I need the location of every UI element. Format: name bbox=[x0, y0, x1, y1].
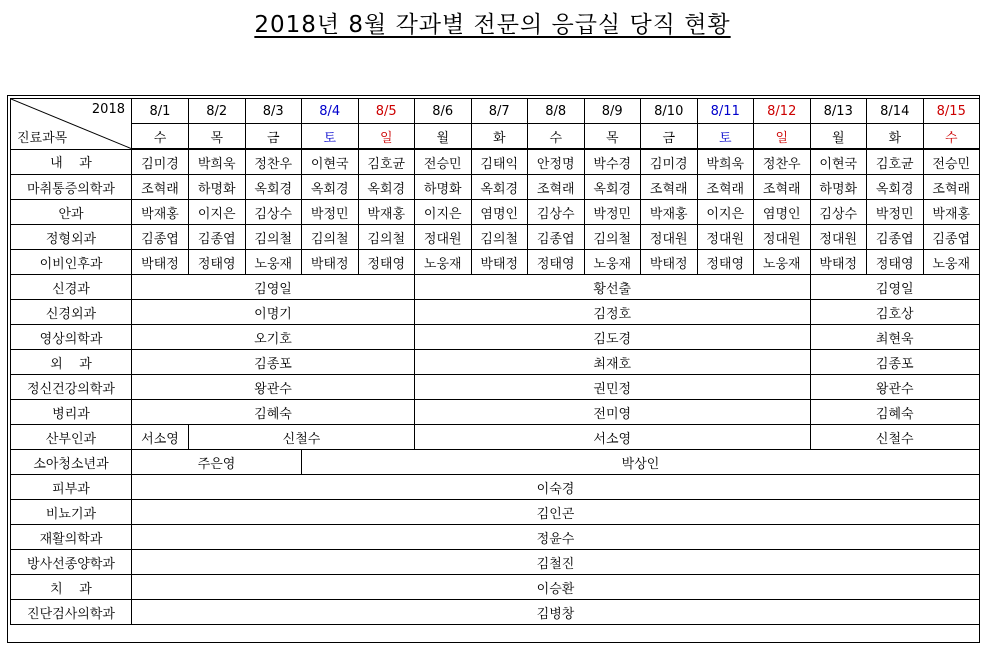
date-header: 8/14 bbox=[867, 99, 924, 124]
title-text: 2018년 8월 각과별 전문의 응급실 당직 현황 bbox=[254, 12, 731, 38]
doctor-cell: 김의철 bbox=[245, 225, 302, 250]
doctor-cell: 정대원 bbox=[754, 225, 811, 250]
doctor-cell: 노웅재 bbox=[245, 250, 302, 275]
department-cell: 비뇨기과 bbox=[11, 500, 132, 525]
table-row bbox=[11, 450, 980, 475]
header-date-row bbox=[11, 99, 980, 124]
doctor-cell: 박태정 bbox=[302, 250, 359, 275]
doctor-cell: 정대원 bbox=[697, 225, 754, 250]
department-cell: 신경외과 bbox=[11, 300, 132, 325]
dept-header-label: 진료과목 bbox=[17, 130, 68, 146]
doctor-cell: 김도경 bbox=[415, 325, 811, 350]
weekday-header: 토 bbox=[302, 124, 359, 150]
doctor-cell: 오기호 bbox=[132, 325, 415, 350]
date-header: 8/12 bbox=[754, 99, 811, 124]
doctor-cell: 박정민 bbox=[302, 200, 359, 225]
doctor-cell: 이지은 bbox=[697, 200, 754, 225]
doctor-cell: 노웅재 bbox=[415, 250, 472, 275]
doctor-cell: 염명인 bbox=[471, 200, 528, 225]
weekday-header: 토 bbox=[697, 124, 754, 150]
table-row bbox=[11, 475, 980, 500]
date-header: 8/1 bbox=[132, 99, 189, 124]
doctor-cell: 이숙경 bbox=[132, 475, 980, 500]
doctor-cell: 전승민 bbox=[415, 149, 472, 175]
doctor-cell: 이현국 bbox=[302, 149, 359, 175]
table-row bbox=[11, 200, 980, 225]
weekday-header: 수 bbox=[132, 124, 189, 150]
doctor-cell: 김종엽 bbox=[923, 225, 980, 250]
table-row bbox=[11, 325, 980, 350]
table-row bbox=[11, 575, 980, 600]
table-row bbox=[11, 275, 980, 300]
department-cell: 진단검사의학과 bbox=[11, 600, 132, 625]
page-title bbox=[0, 6, 985, 39]
table-row bbox=[11, 425, 980, 450]
department-cell: 외 과 bbox=[11, 350, 132, 375]
date-header: 8/8 bbox=[528, 99, 585, 124]
doctor-cell: 하명화 bbox=[810, 175, 867, 200]
doctor-cell: 김상수 bbox=[528, 200, 585, 225]
doctor-cell: 옥회경 bbox=[471, 175, 528, 200]
weekday-header: 일 bbox=[358, 124, 415, 150]
doctor-cell: 김의철 bbox=[302, 225, 359, 250]
doctor-cell: 조혁래 bbox=[641, 175, 698, 200]
doctor-cell: 김상수 bbox=[810, 200, 867, 225]
doctor-cell: 박태정 bbox=[471, 250, 528, 275]
doctor-cell: 옥회경 bbox=[358, 175, 415, 200]
department-cell: 정형외과 bbox=[11, 225, 132, 250]
doctor-cell: 김종엽 bbox=[189, 225, 246, 250]
doctor-cell: 이명기 bbox=[132, 300, 415, 325]
doctor-cell: 권민정 bbox=[415, 375, 811, 400]
department-cell: 이비인후과 bbox=[11, 250, 132, 275]
department-cell: 영상의학과 bbox=[11, 325, 132, 350]
doctor-cell: 옥회경 bbox=[584, 175, 641, 200]
weekday-header: 목 bbox=[189, 124, 246, 150]
doctor-cell: 하명화 bbox=[415, 175, 472, 200]
doctor-cell: 김인곤 bbox=[132, 500, 980, 525]
doctor-cell: 김의철 bbox=[471, 225, 528, 250]
doctor-cell: 박태정 bbox=[641, 250, 698, 275]
year-label: 2018 bbox=[91, 102, 125, 117]
doctor-cell: 최재호 bbox=[415, 350, 811, 375]
doctor-cell: 김의철 bbox=[358, 225, 415, 250]
department-cell: 산부인과 bbox=[11, 425, 132, 450]
doctor-cell: 박재홍 bbox=[358, 200, 415, 225]
date-header: 8/15 bbox=[923, 99, 980, 124]
doctor-cell: 김호상 bbox=[810, 300, 980, 325]
doctor-cell: 김호균 bbox=[867, 149, 924, 175]
weekday-header: 금 bbox=[641, 124, 698, 150]
weekday-header: 금 bbox=[245, 124, 302, 150]
department-cell: 소아청소년과 bbox=[11, 450, 132, 475]
doctor-cell: 김종엽 bbox=[867, 225, 924, 250]
weekday-header: 월 bbox=[415, 124, 472, 150]
doctor-cell: 김혜숙 bbox=[132, 400, 415, 425]
header-day-row bbox=[11, 124, 980, 150]
doctor-cell: 정대원 bbox=[641, 225, 698, 250]
doctor-cell: 김종포 bbox=[132, 350, 415, 375]
doctor-cell: 이현국 bbox=[810, 149, 867, 175]
table-row bbox=[11, 250, 980, 275]
doctor-cell: 김종엽 bbox=[528, 225, 585, 250]
doctor-cell: 김미경 bbox=[641, 149, 698, 175]
weekday-header: 화 bbox=[867, 124, 924, 150]
date-header: 8/4 bbox=[302, 99, 359, 124]
table-row bbox=[11, 175, 980, 200]
doctor-cell: 노웅재 bbox=[923, 250, 980, 275]
table-row bbox=[11, 350, 980, 375]
doctor-cell: 김혜숙 bbox=[810, 400, 980, 425]
doctor-cell: 김정호 bbox=[415, 300, 811, 325]
date-header: 8/2 bbox=[189, 99, 246, 124]
doctor-cell: 염명인 bbox=[754, 200, 811, 225]
doctor-cell: 신철수 bbox=[810, 425, 980, 450]
doctor-cell: 김종포 bbox=[810, 350, 980, 375]
doctor-cell: 정찬우 bbox=[754, 149, 811, 175]
doctor-cell: 서소영 bbox=[132, 425, 189, 450]
department-cell: 안과 bbox=[11, 200, 132, 225]
header-corner bbox=[11, 99, 132, 150]
table-row bbox=[11, 375, 980, 400]
date-header: 8/10 bbox=[641, 99, 698, 124]
doctor-cell: 이승환 bbox=[132, 575, 980, 600]
weekday-header: 목 bbox=[584, 124, 641, 150]
doctor-cell: 황선출 bbox=[415, 275, 811, 300]
doctor-cell: 정태영 bbox=[697, 250, 754, 275]
doctor-cell: 정태영 bbox=[528, 250, 585, 275]
doctor-cell: 김상수 bbox=[245, 200, 302, 225]
department-cell: 내 과 bbox=[11, 149, 132, 175]
doctor-cell: 정태영 bbox=[358, 250, 415, 275]
doctor-cell: 노웅재 bbox=[584, 250, 641, 275]
weekday-header: 월 bbox=[810, 124, 867, 150]
table-row bbox=[11, 400, 980, 425]
table-row bbox=[11, 149, 980, 175]
doctor-cell: 전미영 bbox=[415, 400, 811, 425]
doctor-cell: 옥회경 bbox=[302, 175, 359, 200]
doctor-cell: 최현욱 bbox=[810, 325, 980, 350]
doctor-cell: 조혁래 bbox=[754, 175, 811, 200]
department-cell: 신경과 bbox=[11, 275, 132, 300]
table-row bbox=[11, 500, 980, 525]
doctor-cell: 왕관수 bbox=[810, 375, 980, 400]
doctor-cell: 박수경 bbox=[584, 149, 641, 175]
duty-schedule-table bbox=[10, 98, 980, 625]
department-cell: 방사선종양학과 bbox=[11, 550, 132, 575]
doctor-cell: 이지은 bbox=[189, 200, 246, 225]
doctor-cell: 김영일 bbox=[810, 275, 980, 300]
doctor-cell: 박정민 bbox=[584, 200, 641, 225]
doctor-cell: 김태익 bbox=[471, 149, 528, 175]
department-cell: 치 과 bbox=[11, 575, 132, 600]
table-row bbox=[11, 600, 980, 625]
weekday-header: 화 bbox=[471, 124, 528, 150]
doctor-cell: 박희욱 bbox=[697, 149, 754, 175]
doctor-cell: 박상인 bbox=[302, 450, 980, 475]
department-cell: 마취통증의학과 bbox=[11, 175, 132, 200]
doctor-cell: 박재홍 bbox=[132, 200, 189, 225]
date-header: 8/11 bbox=[697, 99, 754, 124]
doctor-cell: 박정민 bbox=[867, 200, 924, 225]
doctor-cell: 김종엽 bbox=[132, 225, 189, 250]
doctor-cell: 옥회경 bbox=[867, 175, 924, 200]
doctor-cell: 정대원 bbox=[810, 225, 867, 250]
doctor-cell: 김미경 bbox=[132, 149, 189, 175]
doctor-cell: 노웅재 bbox=[754, 250, 811, 275]
doctor-cell: 박재홍 bbox=[641, 200, 698, 225]
doctor-cell: 김철진 bbox=[132, 550, 980, 575]
doctor-cell: 박재홍 bbox=[923, 200, 980, 225]
department-cell: 정신건강의학과 bbox=[11, 375, 132, 400]
doctor-cell: 조혁래 bbox=[697, 175, 754, 200]
doctor-cell: 정찬우 bbox=[245, 149, 302, 175]
doctor-cell: 정태영 bbox=[189, 250, 246, 275]
doctor-cell: 김병창 bbox=[132, 600, 980, 625]
table-row bbox=[11, 225, 980, 250]
doctor-cell: 안정명 bbox=[528, 149, 585, 175]
doctor-cell: 조혁래 bbox=[132, 175, 189, 200]
doctor-cell: 정대원 bbox=[415, 225, 472, 250]
weekday-header: 일 bbox=[754, 124, 811, 150]
doctor-cell: 김호균 bbox=[358, 149, 415, 175]
doctor-cell: 주은영 bbox=[132, 450, 302, 475]
doctor-cell: 옥회경 bbox=[245, 175, 302, 200]
doctor-cell: 왕관수 bbox=[132, 375, 415, 400]
doctor-cell: 박태정 bbox=[132, 250, 189, 275]
date-header: 8/3 bbox=[245, 99, 302, 124]
department-cell: 재활의학과 bbox=[11, 525, 132, 550]
table-row bbox=[11, 550, 980, 575]
doctor-cell: 서소영 bbox=[415, 425, 811, 450]
doctor-cell: 조혁래 bbox=[528, 175, 585, 200]
doctor-cell: 신철수 bbox=[189, 425, 415, 450]
doctor-cell: 조혁래 bbox=[923, 175, 980, 200]
doctor-cell: 박희욱 bbox=[189, 149, 246, 175]
weekday-header: 수 bbox=[528, 124, 585, 150]
doctor-cell: 김의철 bbox=[584, 225, 641, 250]
table-row bbox=[11, 525, 980, 550]
doctor-cell: 김영일 bbox=[132, 275, 415, 300]
department-cell: 병리과 bbox=[11, 400, 132, 425]
doctor-cell: 정윤수 bbox=[132, 525, 980, 550]
doctor-cell: 전승민 bbox=[923, 149, 980, 175]
department-cell: 피부과 bbox=[11, 475, 132, 500]
table-row bbox=[11, 300, 980, 325]
date-header: 8/7 bbox=[471, 99, 528, 124]
date-header: 8/9 bbox=[584, 99, 641, 124]
date-header: 8/5 bbox=[358, 99, 415, 124]
doctor-cell: 정태영 bbox=[867, 250, 924, 275]
doctor-cell: 박태정 bbox=[810, 250, 867, 275]
doctor-cell: 이지은 bbox=[415, 200, 472, 225]
doctor-cell: 하명화 bbox=[189, 175, 246, 200]
date-header: 8/6 bbox=[415, 99, 472, 124]
date-header: 8/13 bbox=[810, 99, 867, 124]
weekday-header: 수 bbox=[923, 124, 980, 150]
